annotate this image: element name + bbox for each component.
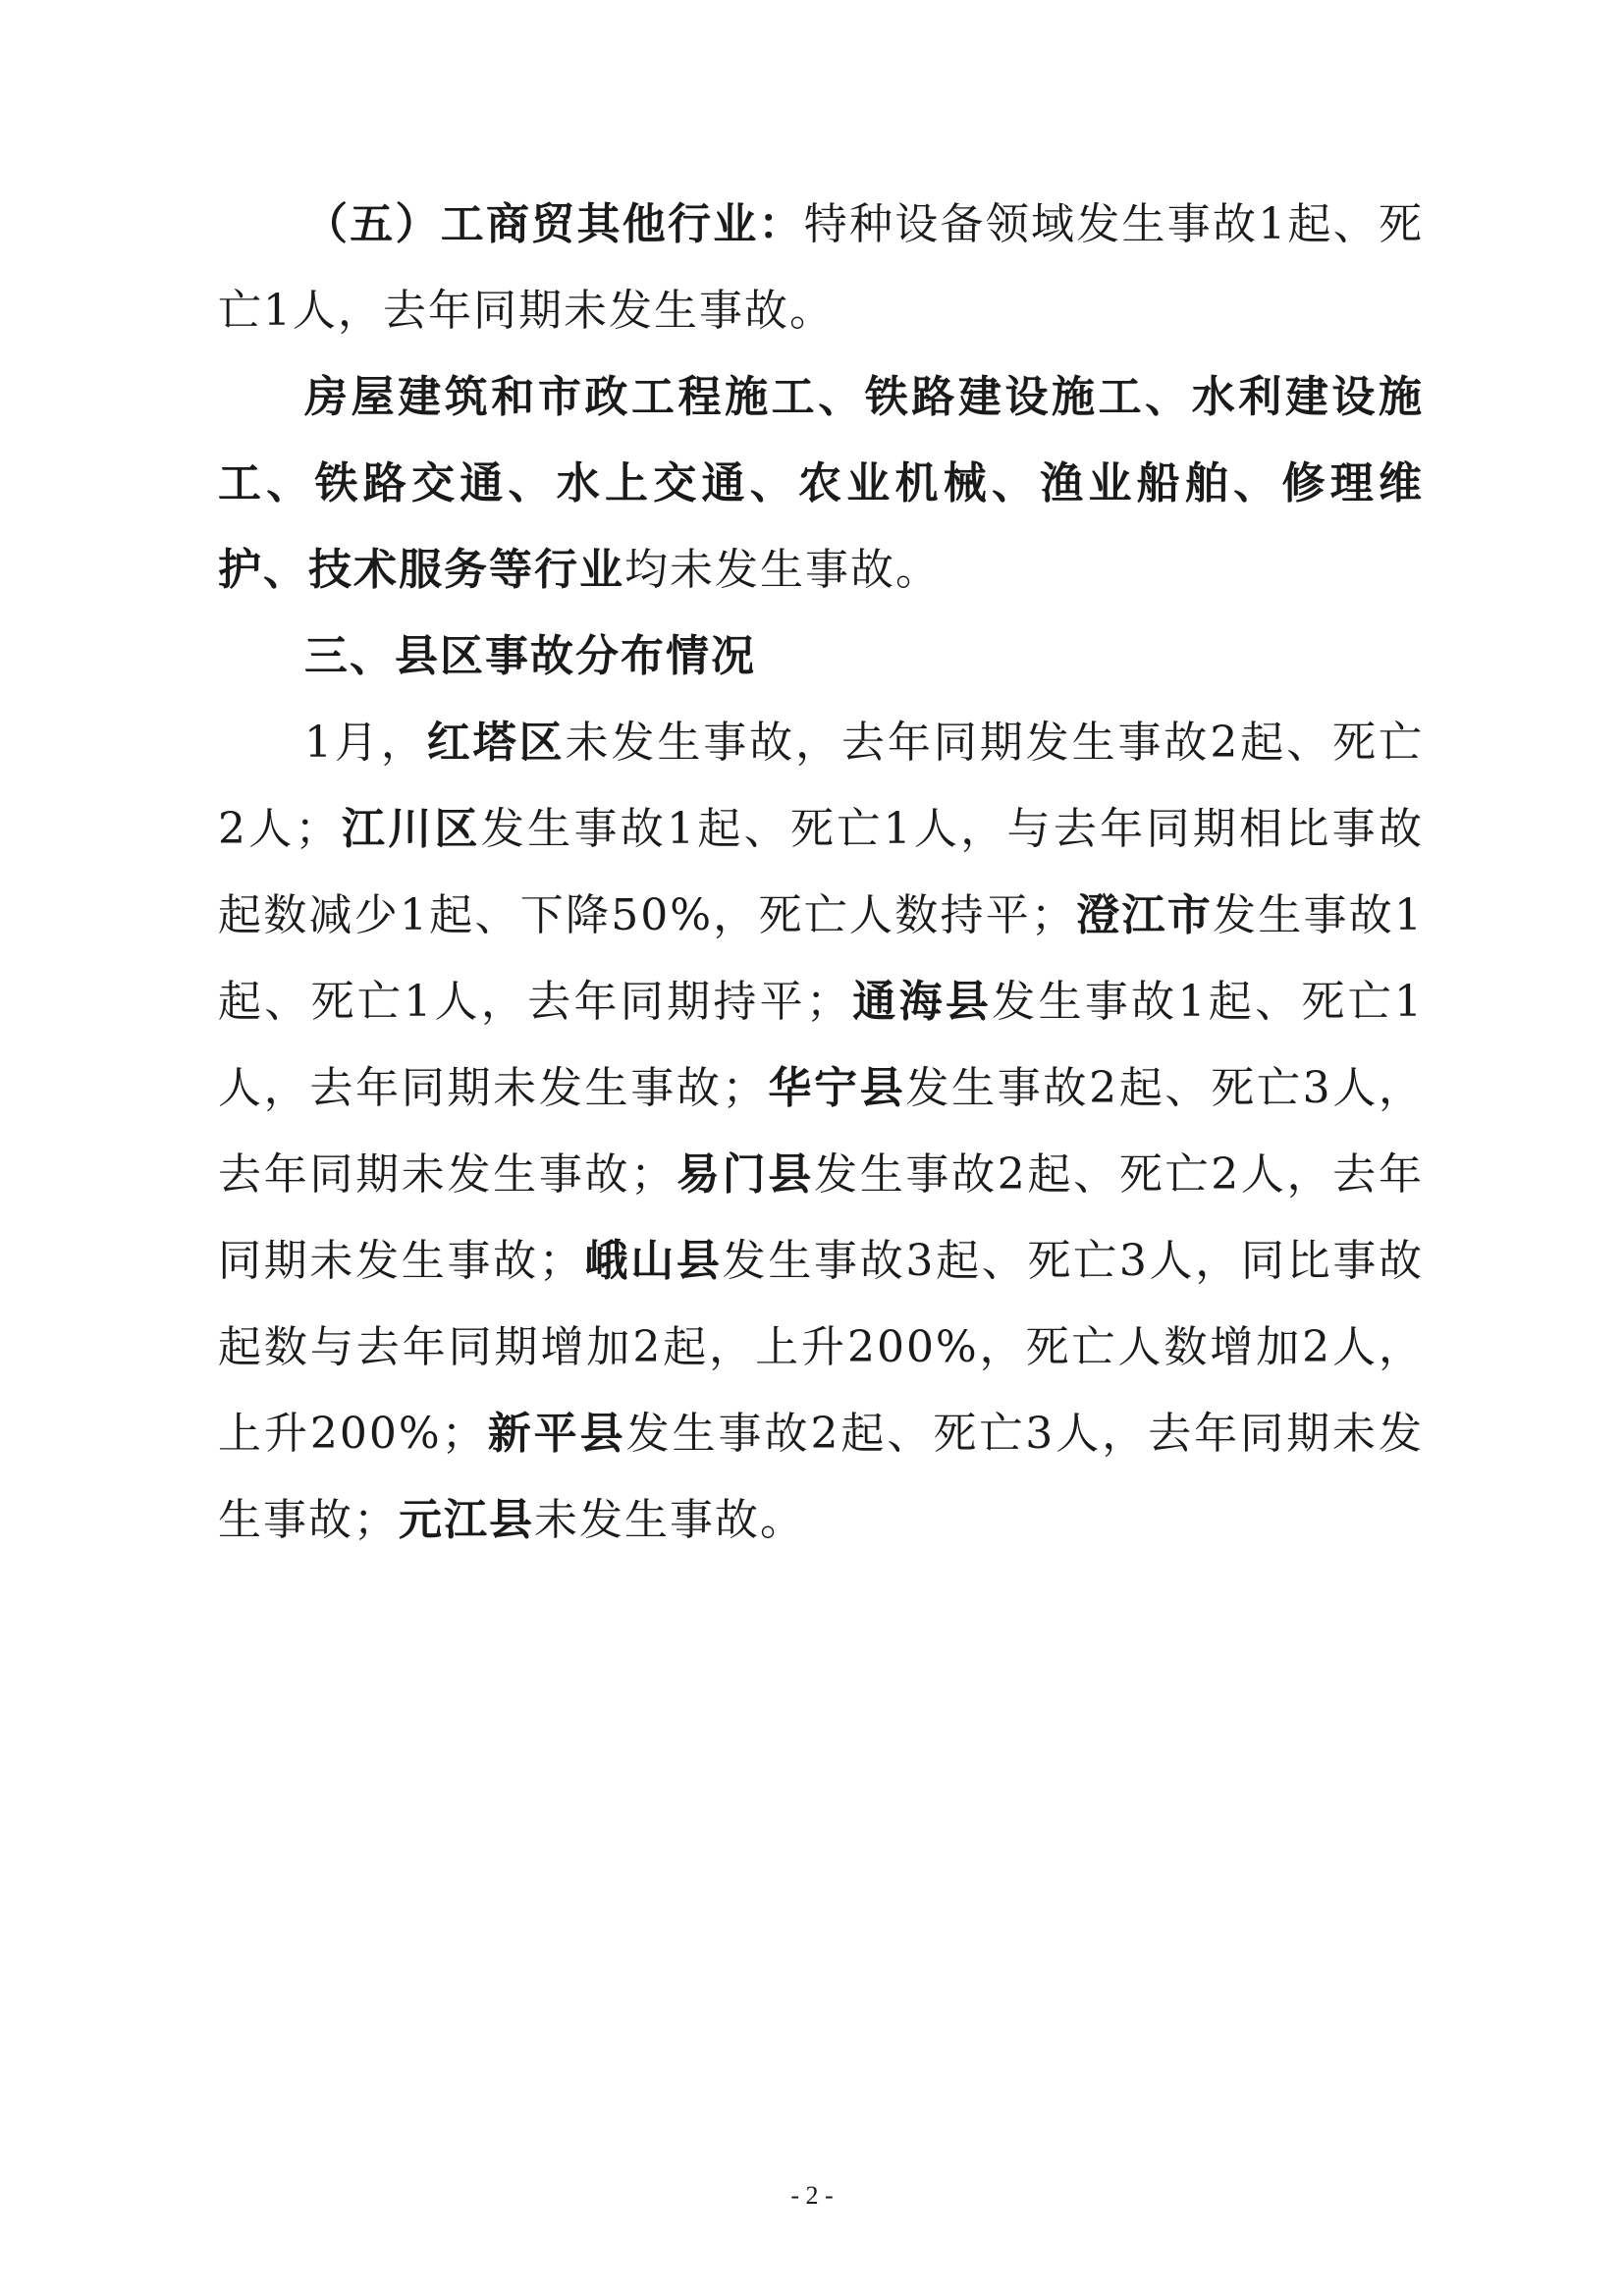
county-name: 红塔区 xyxy=(426,718,566,768)
paragraph-section-5 xyxy=(218,182,1424,354)
county-name: 新平县 xyxy=(486,1409,626,1459)
county-text: 发生事故1起、死亡1人，去年同期持平； xyxy=(218,890,1425,1027)
no-accident-industries: 房屋建筑和市政工程施工、铁路建设施工、水利建设施工、铁路交通、水上交通、农业机械、渔业船舶、修理维护、技术服务等行业 xyxy=(218,372,1424,595)
section-3-heading: 三、县区事故分布情况 xyxy=(304,631,756,681)
county-text: 发生事故2起、死亡3人，去年同期未发生事故； xyxy=(218,1063,1425,1200)
county-name: 华宁县 xyxy=(767,1063,906,1113)
no-accident-text: 均未发生事故。 xyxy=(624,545,941,595)
county-text: 发生事故1起、死亡1人，与去年同期相比事故起数减少1起、下降50%，死亡人数持平； xyxy=(218,804,1424,940)
document-body xyxy=(218,182,1424,1564)
county-name: 元江县 xyxy=(399,1495,534,1545)
county-text: 发生事故2起、死亡2人，去年同期未发生事故； xyxy=(218,1149,1425,1286)
paragraph-county-distribution xyxy=(218,700,1424,1564)
county-intro: 1月， xyxy=(304,718,427,768)
county-text: 未发生事故。 xyxy=(534,1495,805,1545)
county-name: 澄江市 xyxy=(1076,890,1214,940)
county-text: 发生事故2起、死亡3人，去年同期未发生事故； xyxy=(218,1409,1425,1545)
section-5-label: （五）工商贸其他行业： xyxy=(304,199,804,249)
county-name: 江川区 xyxy=(340,804,481,854)
page-number: - 2 - xyxy=(790,2181,834,2210)
county-name: 通海县 xyxy=(851,977,993,1027)
county-name: 峨山县 xyxy=(583,1236,723,1286)
paragraph-no-accident xyxy=(218,354,1424,614)
county-text: 发生事故1起、死亡1人，去年同期未发生事故； xyxy=(218,977,1424,1113)
county-text: 未发生事故，去年同期发生事故2起、死亡2人； xyxy=(218,718,1424,854)
county-name: 易门县 xyxy=(676,1149,815,1200)
county-text: 发生事故3起、死亡3人，同比事故起数与去年同期增加2起，上升200%，死亡人数增加2人，上升200%； xyxy=(218,1236,1425,1459)
section-5-text: 特种设备领域发生事故1起、死亡1人，去年同期未发生事故。 xyxy=(218,199,1424,336)
